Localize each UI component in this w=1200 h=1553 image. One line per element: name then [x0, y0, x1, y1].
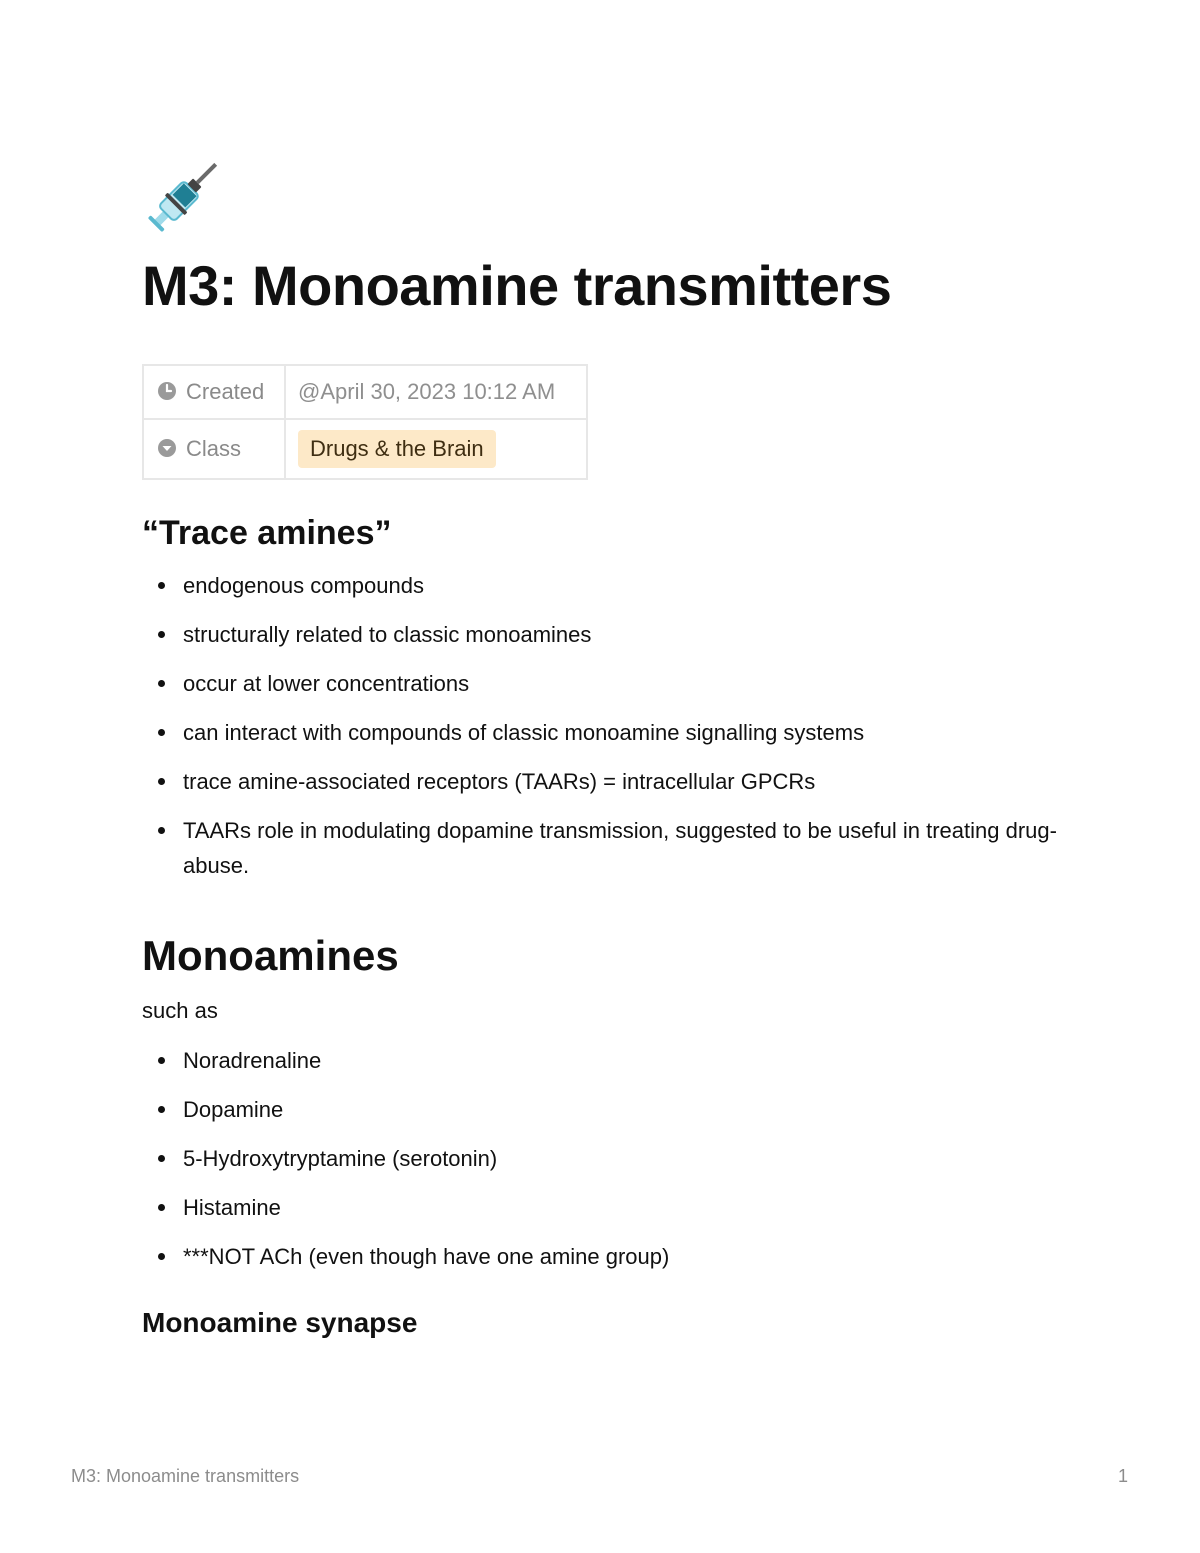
list-item: endogenous compounds: [142, 568, 1072, 603]
properties-table: [142, 364, 588, 480]
select-icon: [156, 437, 178, 459]
property-row-class: [143, 419, 587, 479]
list-item: structurally related to classic monoamines: [142, 617, 1072, 652]
heading-monoamine-synapse: Monoamine synapse: [142, 1307, 418, 1338]
footer-page-number: 1: [1117, 1466, 1128, 1486]
property-key-created: [143, 365, 285, 419]
property-row-created: [143, 365, 587, 419]
property-value-class: [285, 419, 587, 479]
list-item: 5-Hydroxytryptamine (serotonin): [142, 1141, 1072, 1176]
property-label: Class: [186, 436, 242, 461]
property-value-created[interactable]: @April 30, 2023 10:12 AM: [285, 365, 587, 419]
heading-trace-amines: “Trace amines”: [142, 514, 392, 552]
syringe-icon: [142, 150, 230, 238]
list-item: Histamine: [142, 1190, 1072, 1225]
property-label: Created: [186, 379, 265, 404]
trace-amines-list: [142, 568, 1072, 897]
footer-title: M3: Monoamine transmitters: [71, 1466, 300, 1486]
list-item: ***NOT ACh (even though have one amine group): [142, 1239, 1072, 1274]
monoamines-list: [142, 1043, 1072, 1288]
list-item: Noradrenaline: [142, 1043, 1072, 1078]
heading-monoamines: Monoamines: [142, 932, 399, 979]
list-item: can interact with compounds of classic monoamine signalling systems: [142, 715, 1072, 750]
property-key-class: [143, 419, 285, 479]
list-item: occur at lower concentrations: [142, 666, 1072, 701]
class-tag[interactable]: Drugs & the Brain: [298, 430, 496, 468]
list-item: trace amine-associated receptors (TAARs) = intracellular GPCRs: [142, 764, 1072, 799]
list-item: TAARs role in modulating dopamine transmission, suggested to be useful in treating drug-abuse.: [142, 813, 1072, 883]
clock-icon: [156, 380, 178, 402]
monoamines-intro: such as: [142, 998, 218, 1023]
list-item: Dopamine: [142, 1092, 1072, 1127]
page-title: M3: Monoamine transmitters: [142, 254, 892, 317]
